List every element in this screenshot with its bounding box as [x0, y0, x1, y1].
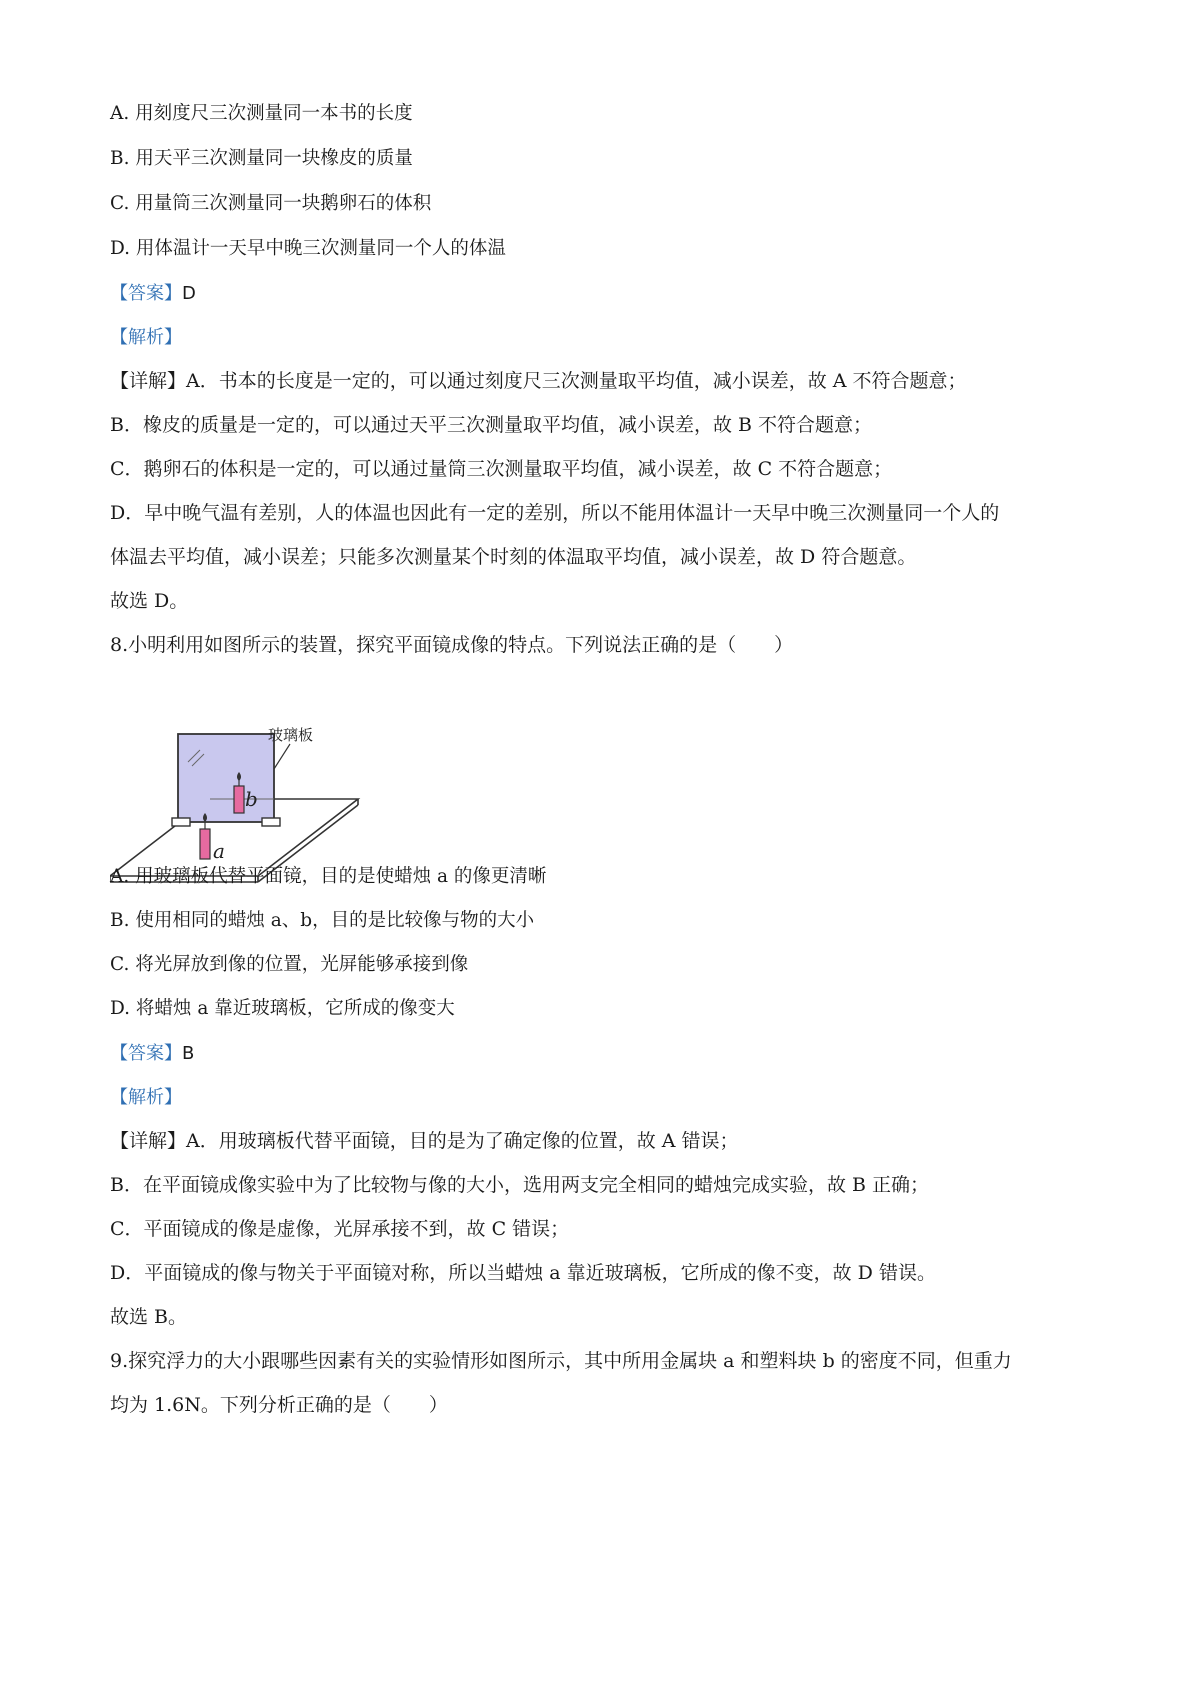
- candle-a-label: a: [213, 839, 225, 863]
- q8-detail-line: D．平面镜成的像与物关于平面镜对称，所以当蜡烛 a 靠近玻璃板，它所成的像不变，故 D 错误。: [110, 1262, 936, 1284]
- analysis-tag: 【解析】: [110, 1087, 182, 1108]
- q9-question-line: 9.探究浮力的大小跟哪些因素有关的实验情形如图所示，其中所用金属块 a 和塑料块 b 的密度不同，但重力: [110, 1350, 1012, 1372]
- q7-detail-line: B．橡皮的质量是一定的，可以通过天平三次测量取平均值，减小误差，故 B 不符合题意；: [110, 414, 873, 436]
- q7-detail-line: D．早中晚气温有差别，人的体温也因此有一定的差别，所以不能用体温计一天早中晚三次测量同一个人的: [110, 502, 1000, 524]
- q8-analysis-tag: [110, 1084, 182, 1111]
- glass-foot: [262, 818, 280, 826]
- q8-conclusion: 故选 B。: [110, 1306, 188, 1328]
- q7-conclusion: 故选 D。: [110, 590, 189, 612]
- q8-detail-line: 【详解】A．用玻璃板代替平面镜，目的是为了确定像的位置，故 A 错误；: [110, 1130, 739, 1152]
- q7-detail-line: 体温去平均值，减小误差；只能多次测量某个时刻的体温取平均值，减小误差，故 D 符合题意。: [110, 546, 917, 568]
- q8-detail-line: B．在平面镜成像实验中为了比较物与像的大小，选用两支完全相同的蜡烛完成实验，故 B 正确；: [110, 1174, 930, 1196]
- analysis-tag: 【解析】: [110, 327, 182, 348]
- q8-option-c: C. 将光屏放到像的位置，光屏能够承接到像: [110, 954, 469, 975]
- answer-tag: 【答案】: [110, 1043, 182, 1064]
- candle-a: [200, 829, 210, 859]
- q7-option-c: C. 用量筒三次测量同一块鹅卵石的体积: [110, 193, 432, 214]
- q8-option-b: B. 使用相同的蜡烛 a、b，目的是比较像与物的大小: [110, 910, 535, 931]
- q8-question: 8.小明利用如图所示的装置，探究平面镜成像的特点。下列说法正确的是（ ）: [110, 634, 794, 656]
- q8-answer: [110, 1040, 194, 1067]
- q8-option-d: D. 将蜡烛 a 靠近玻璃板，它所成的像变大: [110, 998, 455, 1019]
- candle-b-label: b: [245, 787, 258, 811]
- q7-detail-line: 【详解】A．书本的长度是一定的，可以通过刻度尺三次测量取平均值，减小误差，故 A 不符合题意；: [110, 370, 967, 392]
- answer-value: B: [182, 1043, 195, 1064]
- glass-plate: [178, 734, 274, 822]
- q8-detail-line: C．平面镜成的像是虚像，光屏承接不到，故 C 错误；: [110, 1218, 570, 1240]
- glass-foot: [172, 818, 190, 826]
- q8-option-a: A. 用玻璃板代替平面镜，目的是使蜡烛 a 的像更清晰: [110, 866, 547, 887]
- q7-detail-line: C．鹅卵石的体积是一定的，可以通过量筒三次测量取平均值，减小误差，故 C 不符合题意；: [110, 458, 893, 480]
- q7-option-b: B. 用天平三次测量同一块橡皮的质量: [110, 148, 413, 169]
- candle-b: [234, 786, 244, 813]
- glass-label: 玻璃板: [268, 726, 314, 744]
- answer-value: D: [182, 283, 196, 304]
- q7-option-d: D. 用体温计一天早中晚三次测量同一个人的体温: [110, 238, 506, 259]
- q9-question-line: 均为 1.6N。下列分析正确的是（ ）: [110, 1394, 448, 1416]
- q7-option-a: A. 用刻度尺三次测量同一本书的长度: [110, 103, 413, 124]
- answer-tag: 【答案】: [110, 283, 182, 304]
- q7-analysis-tag: [110, 324, 182, 351]
- q7-answer: [110, 280, 196, 307]
